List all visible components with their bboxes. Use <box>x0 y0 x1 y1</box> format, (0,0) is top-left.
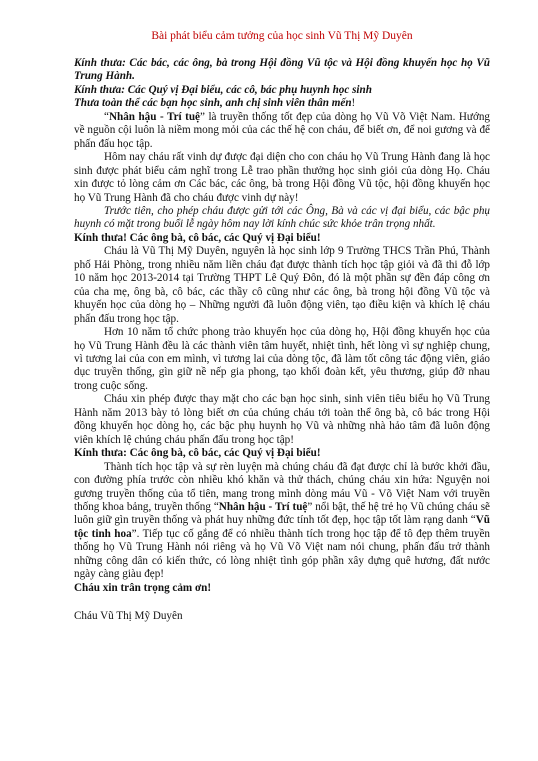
greeting-line-3-text: Thưa toàn thể các bạn học sinh, anh chị sinh viên thân mến <box>74 97 352 110</box>
salutation-2: Kính thưa: Các ông bà, cô bác, các Quý vị Đại biểu! <box>74 447 321 460</box>
promise-part-b: ” nổi bật, thế hệ trẻ họ Vũ chúng cháu sẽ luôn giữ gìn truyền thống và phát huy những đức tính tốt đẹp, học tập tốt làm rạng danh “ <box>74 500 490 527</box>
greeting-line-2: Kính thưa: Các Quý vị Đại biểu, các cô, bác phụ huynh học sinh <box>74 83 372 96</box>
promise-part-c: ”. Tiếp tục cố gắng để có nhiều thành tích trong học tập để tô đẹp thêm truyền thống họ Vũ Trung Hành nói riêng và họ Vũ Võ Việt nam nói chung, phấn đấu trở thành những công dân có kiến thức, có lòng nhiệt tình góp phần xây dựng quê hương, đất nước ngày càng giàu đẹp! <box>74 527 490 581</box>
quote-open: “ <box>104 110 109 123</box>
promise-motto: Nhân hậu - Trí tuệ <box>218 500 308 513</box>
greeting-line-3 <box>74 97 490 110</box>
paragraph-honor: Hôm nay cháu rất vinh dự được đại diện cho con cháu họ Vũ Trung Hành đang là học sinh được phát biểu cảm nghĩ trong Lễ trao phần thưởng học sinh giỏi của dòng Họ. Cháu xin được tỏ lòng cảm ơn Các bác, các ông, bà trong Hội đồng Vũ tộc, hội đồng khuyến học họ Vũ Trung Hành đã cho cháu được vinh dự này! <box>74 151 490 204</box>
greeting-line-3-end: ! <box>351 97 356 110</box>
paragraph-promise <box>74 461 490 582</box>
salutation-1: Kính thưa! Các ông bà, cô bác, các Quý vị Đại biểu! <box>74 231 321 244</box>
paragraph-gratitude: Cháu xin phép được thay mặt cho các bạn học sinh, sinh viên tiêu biểu họ Vũ Trung Hành năm 2013 bày tỏ lòng biết ơn của chúng cháu tới toàn thể ông bà, cô bác trong Hội đồng khuyến học dòng họ, các bậc phụ huynh họ Vũ và những nhà hảo tâm đã luôn động viên khích lệ chúng cháu phấn đấu trong học tập! <box>74 393 490 446</box>
paragraph-introduction: Cháu là Vũ Thị Mỹ Duyên, nguyên là học sinh lớp 9 Trường THCS Trần Phú, Thành phố Hải Phòng, trong nhiều năm liền cháu đạt được thành tích học tập giỏi và đã thi đỗ lớp 10 năm học 2013-2014 tại Trường THPT Lê Quý Đôn, đó là một phần sự đền đáp công ơn của cha mẹ, ông bà, cô bác, các thầy cô cũng như các ông, bà trong hội đồng Vũ tộc và khuyến học của dòng họ – Những người đã luôn động viên, tạo điều kiện và khích lệ cháu phấn đấu trong học tập. <box>74 245 490 325</box>
spacer <box>74 595 490 610</box>
promise-name: Vũ tộc tinh hoa <box>74 514 490 540</box>
closing-line: Cháu xin trân trọng cảm ơn! <box>74 581 212 594</box>
document-title: Bài phát biểu cảm tưởng của học sinh Vũ Thị Mỹ Duyên <box>151 30 413 42</box>
paragraph-council: Hơn 10 năm tổ chức phong trào khuyến học của dòng họ, Hội đồng khuyến học của họ Vũ Trung Hành đều là các thành viên tâm huyết, nhiệt tình, hết lòng vì sự nghiệp chung, vì tương lai của con em mình, vì tương lai của dòng tộc, đã làm tốt công tác động viên, giáo dục truyền thống, gìn giữ nề nếp gia phong, tạo khối đoàn kết, yêu thương, giúp đỡ nhau trong cuộc sống. <box>74 326 490 392</box>
promise-part-a: Thành tích học tập và sự rèn luyện mà chúng cháu đã đạt được chỉ là bước khởi đầu, con đường phía trước còn nhiều khó khăn và thử thách, chúng cháu xin hứa: Nguyện noi gương truyền thống của tổ tiên, mang trong mình dòng máu Vũ - Võ Việt Nam với truyền thống khoa bảng, truyền thống “ <box>74 460 490 513</box>
motto-text: Nhân hậu - Trí tuệ <box>108 110 200 123</box>
paragraph-wishes: Trước tiên, cho phép cháu được gửi tới các Ông, Bà và các vị đại biểu, các bậc phụ huynh có mặt trong buổi lễ ngày hôm nay lời kính chúc sức khỏe trân trọng nhất. <box>74 204 490 231</box>
document-body <box>74 57 490 624</box>
greeting-line-1: Kính thưa: Các bác, các ông, bà trong Hội đồng Vũ tộc và Hội đồng khuyến học họ Vũ Trung Hành. <box>74 57 490 83</box>
paragraph-motto-rest: ” là truyền thống tốt đẹp của dòng họ Vũ Võ Việt Nam. Hướng về nguồn cội luôn là niềm mong mỏi của các thế hệ con cháu, để biết ơn, để noi gương và để phấn đấu học tập. <box>74 110 490 150</box>
paragraph-motto <box>74 111 490 151</box>
signature: Cháu Vũ Thị Mỹ Duyên <box>74 610 183 623</box>
